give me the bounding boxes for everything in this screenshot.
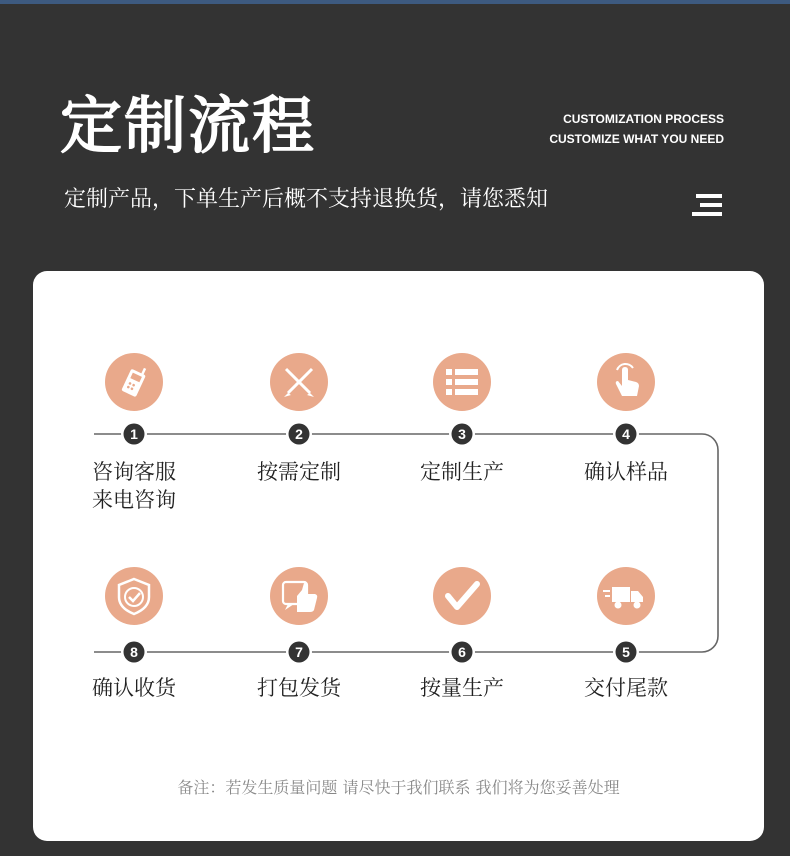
remark-note: 备注：若发生质量问题 请尽快于我们联系 我们将为您妥善处理 [177, 778, 620, 797]
svg-text:4: 4 [622, 426, 630, 442]
english-caption-line-1: CUSTOMIZATION PROCESS [563, 112, 724, 126]
svg-text:2: 2 [295, 426, 303, 442]
tap-hand-icon [597, 353, 655, 411]
step-label-6 [377, 674, 547, 702]
step-label-5 [541, 674, 711, 702]
step-number-6 [449, 639, 475, 665]
svg-text:7: 7 [295, 644, 303, 660]
step-label-8 [49, 674, 219, 702]
step-number-1 [121, 421, 147, 447]
step-label-line: 按量生产 [420, 676, 504, 700]
svg-text:3: 3 [458, 426, 466, 442]
step-label-7 [214, 674, 384, 702]
step-label-1 [49, 458, 219, 514]
svg-text:8: 8 [130, 644, 138, 660]
step-number-2 [286, 421, 312, 447]
step-label-line: 确认样品 [584, 460, 668, 484]
page-title: 定制流程 [60, 89, 317, 162]
shield-check-icon [105, 567, 163, 625]
pencil-ruler-icon [270, 353, 328, 411]
step-label-3 [377, 458, 547, 486]
step-label-line: 咨询客服 [92, 460, 176, 484]
step-label-line: 交付尾款 [584, 676, 668, 700]
step-number-5 [613, 639, 639, 665]
english-caption-line-2: CUSTOMIZE WHAT YOU NEED [549, 132, 724, 146]
svg-text:5: 5 [622, 644, 630, 660]
delivery-truck-icon [597, 567, 655, 625]
checkmark-icon [433, 567, 491, 625]
svg-text:1: 1 [130, 426, 138, 442]
step-number-3 [449, 421, 475, 447]
phone-icon [105, 353, 163, 411]
step-label-line: 定制生产 [420, 460, 504, 484]
step-label-4 [541, 458, 711, 486]
step-label-line: 按需定制 [257, 460, 341, 484]
step-label-line: 确认收货 [92, 676, 176, 700]
list-icon [433, 353, 491, 411]
step-label-line: 来电咨询 [92, 488, 176, 512]
step-number-7 [286, 639, 312, 665]
step-number-4 [613, 421, 639, 447]
thumbs-up-icon [270, 567, 328, 625]
svg-text:6: 6 [458, 644, 466, 660]
page-subtitle: 定制产品，下单生产后概不支持退换货，请您悉知 [64, 187, 549, 212]
step-label-line: 打包发货 [257, 676, 341, 700]
step-number-8 [121, 639, 147, 665]
step-label-2 [214, 458, 384, 486]
